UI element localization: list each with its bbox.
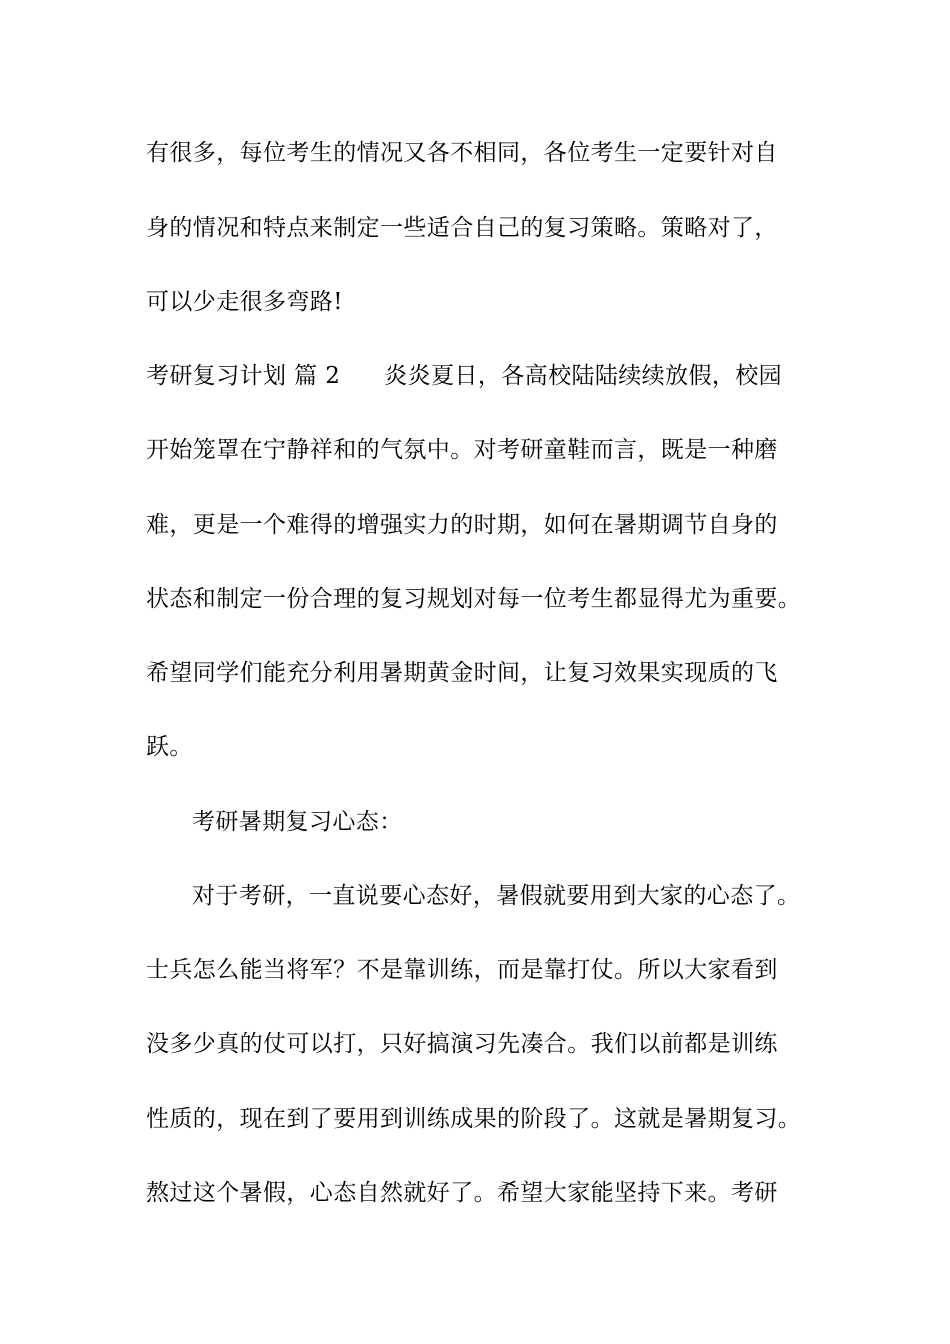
section-number: 篇 2 (294, 363, 341, 389)
paragraph-line: 性质的，现在到了要用到训练成果的阶段了。这就是暑期复习。 (146, 1106, 802, 1132)
section-first-text: 炎炎夏日，各高校陆陆续续放假，校园 (384, 363, 783, 389)
section-title: 考研复习计划 (146, 363, 287, 389)
paragraph-line: 熬过这个暑假，心态自然就好了。希望大家能坚持下来。考研 (146, 1180, 778, 1206)
paragraph-line: 士兵怎么能当将军？不是靠训练，而是靠打仗。所以大家看到 (146, 957, 778, 983)
paragraph-line: 可以少走很多弯路! (146, 289, 343, 315)
section-heading-line (146, 361, 782, 391)
paragraph-line: 状态和制定一份合理的复习规划对每一位考生都显得尤为重要。 (146, 586, 802, 612)
paragraph-line: 希望同学们能充分利用暑期黄金时间，让复习效果实现质的飞 (146, 660, 778, 686)
paragraph-line: 开始笼罩在宁静祥和的气氛中。对考研童鞋而言，既是一种磨 (146, 437, 778, 463)
paragraph-line: 难，更是一个难得的增强实力的时期，如何在暑期调节自身的 (146, 512, 778, 538)
paragraph-line: 跃。 (146, 734, 193, 760)
subheading: 考研暑期复习心态： (192, 809, 403, 835)
paragraph-line: 有很多，每位考生的情况又各不相同，各位考生一定要针对自 (146, 140, 778, 166)
paragraph-line: 没多少真的仗可以打，只好搞演习先凑合。我们以前都是训练 (146, 1031, 778, 1057)
paragraph-line: 身的情况和特点来制定一些适合自己的复习策略。策略对了， (146, 215, 778, 241)
paragraph-line: 对于考研，一直说要心态好，暑假就要用到大家的心态了。 (192, 883, 801, 909)
